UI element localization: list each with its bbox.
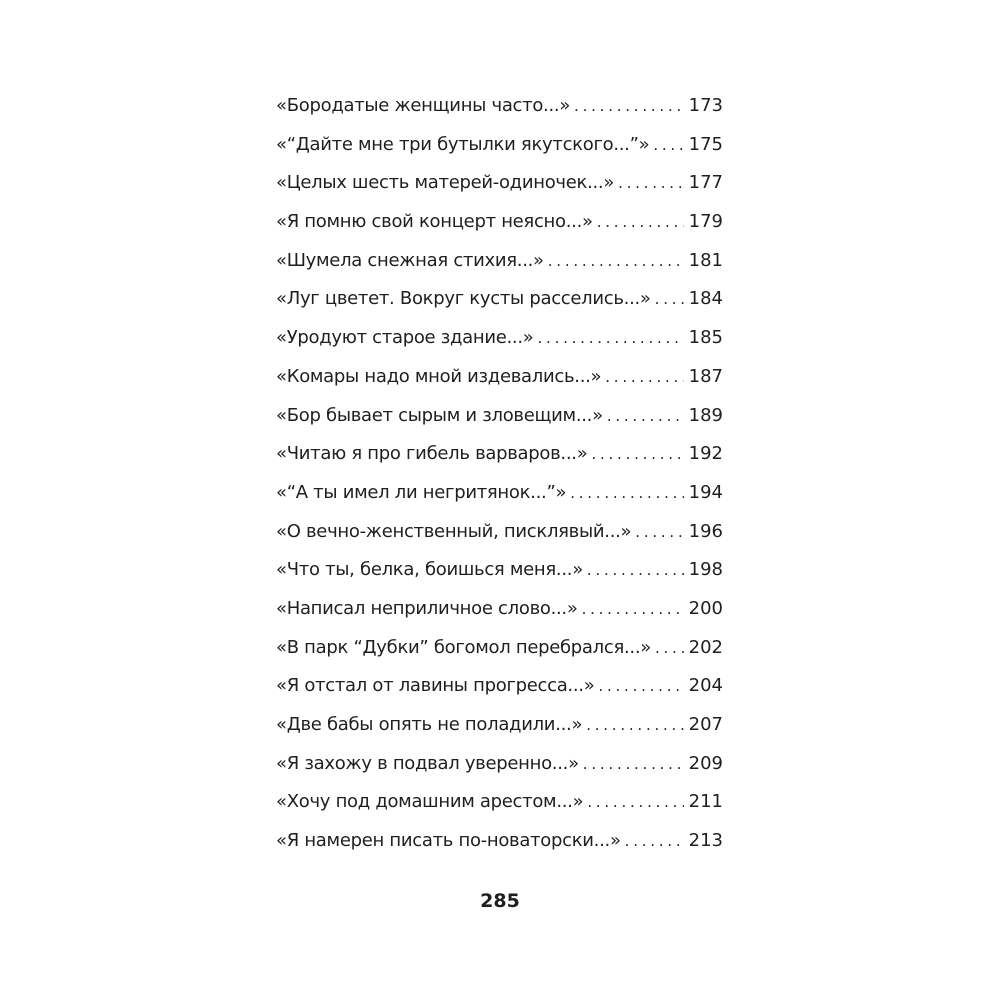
toc-entry-page: 213 bbox=[688, 830, 723, 852]
toc-entry-title: «В парк “Дубки” богомол перебрался...» bbox=[276, 636, 651, 658]
dot-leader bbox=[625, 822, 684, 861]
toc-entry-page: 196 bbox=[688, 520, 723, 542]
toc-entry bbox=[276, 590, 723, 629]
toc-entry bbox=[276, 164, 723, 203]
toc-entry-title: «Луг цветет. Вокруг кусты расселись...» bbox=[276, 288, 651, 310]
toc-entry bbox=[276, 280, 723, 319]
toc-entry bbox=[276, 358, 723, 397]
toc-entry bbox=[276, 397, 723, 436]
toc-entry-page: 175 bbox=[688, 133, 723, 155]
toc-entry-page: 192 bbox=[688, 443, 723, 465]
dot-leader bbox=[597, 203, 684, 242]
toc-entry-title: «Целых шесть матерей-одиночек...» bbox=[276, 172, 615, 194]
toc-entry-page: 200 bbox=[688, 597, 723, 619]
toc-entry bbox=[276, 706, 723, 745]
toc-entry-title: «Я помню свой концерт неясно...» bbox=[276, 211, 593, 233]
page-number: 285 bbox=[480, 890, 520, 912]
dot-leader bbox=[607, 397, 684, 436]
toc-entry-page: 179 bbox=[688, 211, 723, 233]
toc-entry bbox=[276, 822, 723, 861]
toc-entry-page: 209 bbox=[688, 752, 723, 774]
toc-entry-title: «“Дайте мне три бутылки якутского...”» bbox=[276, 133, 650, 155]
toc-entry bbox=[276, 87, 723, 126]
toc-entry-title: «Я намерен писать по-новаторски...» bbox=[276, 830, 621, 852]
dot-leader bbox=[586, 706, 683, 745]
toc-entry bbox=[276, 242, 723, 281]
dot-leader bbox=[655, 280, 684, 319]
toc-entry bbox=[276, 435, 723, 474]
dot-leader bbox=[574, 87, 684, 126]
toc-entry-title: «Хочу под домашним арестом...» bbox=[276, 791, 584, 813]
toc-entry bbox=[276, 667, 723, 706]
toc-entry-title: «Я захожу в подвал уверенно...» bbox=[276, 752, 579, 774]
toc-entry-page: 187 bbox=[688, 365, 723, 387]
dot-leader bbox=[653, 126, 683, 165]
toc-entry bbox=[276, 474, 723, 513]
toc-entry-title: «“А ты имел ли негритянок...”» bbox=[276, 481, 567, 503]
toc-entry-page: 185 bbox=[688, 327, 723, 349]
dot-leader bbox=[583, 745, 684, 784]
dot-leader bbox=[598, 667, 683, 706]
toc-entry-page: 204 bbox=[688, 675, 723, 697]
dot-leader bbox=[635, 513, 683, 552]
dot-leader bbox=[582, 590, 684, 629]
toc-entry-page: 177 bbox=[688, 172, 723, 194]
toc-entry-page: 198 bbox=[688, 559, 723, 581]
toc-entry-title: «Уродуют старое здание...» bbox=[276, 327, 534, 349]
toc-entry-title: «Бор бывает сырым и зловещим...» bbox=[276, 404, 603, 426]
toc-entry-title: «Шумела снежная стихия...» bbox=[276, 249, 544, 271]
toc-entry-page: 173 bbox=[688, 95, 723, 116]
toc-entry bbox=[276, 745, 723, 784]
toc-entry-title: «Бородатые женщины часто...» bbox=[276, 95, 571, 116]
toc-entry bbox=[276, 513, 723, 552]
toc-entry-page: 194 bbox=[688, 481, 723, 503]
toc-entry bbox=[276, 629, 723, 668]
toc-entry-page: 184 bbox=[688, 288, 723, 310]
toc-entry-page: 181 bbox=[688, 249, 723, 271]
dot-leader bbox=[605, 358, 683, 397]
toc-entry-title: «Читаю я про гибель варваров...» bbox=[276, 443, 588, 465]
toc-entry-page: 211 bbox=[688, 791, 723, 813]
toc-entry-title: «Две бабы опять не поладили...» bbox=[276, 714, 583, 735]
toc-entry bbox=[276, 319, 723, 358]
toc-entry-title: «Комары надо мной издевались...» bbox=[276, 365, 602, 387]
dot-leader bbox=[548, 242, 684, 281]
toc-entry bbox=[276, 783, 723, 822]
dot-leader bbox=[591, 435, 683, 474]
toc-entry-title: «Написал неприличное слово...» bbox=[276, 597, 578, 619]
dot-leader bbox=[538, 319, 684, 358]
toc-entry bbox=[276, 551, 723, 590]
dot-leader bbox=[655, 629, 684, 668]
dot-leader bbox=[618, 164, 684, 203]
table-of-contents bbox=[276, 87, 723, 861]
toc-entry-page: 202 bbox=[688, 636, 723, 658]
toc-entry-title: «Что ты, белка, боишься меня...» bbox=[276, 559, 583, 581]
dot-leader bbox=[587, 551, 684, 590]
toc-entry bbox=[276, 126, 723, 165]
toc-entry-title: «Я отстал от лавины прогресса...» bbox=[276, 675, 595, 697]
dot-leader bbox=[570, 474, 683, 513]
toc-entry-page: 207 bbox=[688, 714, 723, 735]
toc-entry-page: 189 bbox=[688, 404, 723, 426]
toc-entry bbox=[276, 203, 723, 242]
dot-leader bbox=[587, 783, 683, 822]
toc-entry-title: «О вечно-женственный, писклявый...» bbox=[276, 520, 632, 542]
